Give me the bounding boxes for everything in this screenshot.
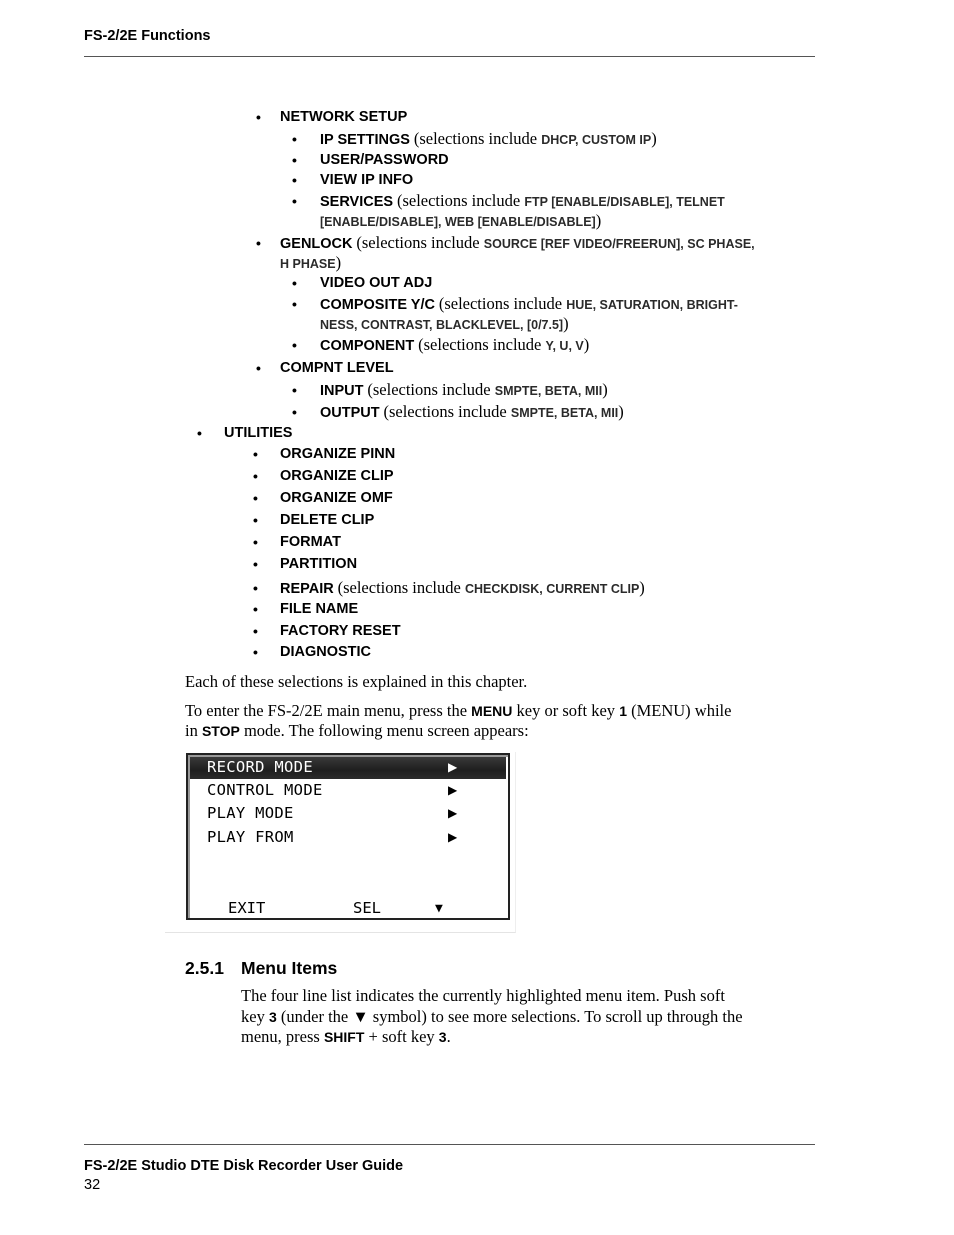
bullet: • <box>253 446 258 462</box>
bullet: • <box>292 382 297 398</box>
lcd-arrow-right-icon: ▶ <box>448 760 458 774</box>
list-item-input: INPUT (selections include SMPTE, BETA, MII) <box>320 380 608 399</box>
lcd-menu-item-play-from[interactable]: PLAY FROM <box>207 828 294 846</box>
intro-paragraph-2-line-2: in STOP mode. The following menu screen appears: <box>185 721 529 740</box>
intro-paragraph-1: Each of these selections is explained in this chapter. <box>185 672 528 691</box>
list-item-network-setup: NETWORK SETUP <box>280 109 408 125</box>
page-number: 32 <box>84 1177 101 1193</box>
bullet: • <box>292 296 297 312</box>
list-item-output: OUTPUT (selections include SMPTE, BETA, MII) <box>320 402 624 421</box>
header-title: FS-2/2E Functions <box>84 28 211 44</box>
bullet: • <box>253 601 258 617</box>
section-paragraph-line-3: menu, press SHIFT + soft key 3. <box>241 1027 451 1046</box>
header-rule <box>84 56 815 57</box>
bullet: • <box>292 131 297 147</box>
bullet: • <box>253 556 258 572</box>
list-item-delete-clip: DELETE CLIP <box>280 512 375 528</box>
bullet: • <box>256 109 261 125</box>
bullet: • <box>292 337 297 353</box>
list-item-services: SERVICES (selections include FTP [ENABLE/DISABLE], TELNET <box>320 191 725 210</box>
bullet: • <box>256 235 261 251</box>
bullet: • <box>197 425 202 441</box>
lcd-arrow-right-icon: ▶ <box>448 806 458 820</box>
list-item-genlock-cont: H PHASE) <box>280 253 342 272</box>
list-item-user-password: USER/PASSWORD <box>320 152 449 168</box>
intro-paragraph-2-line-1: To enter the FS-2/2E main menu, press the MENU key or soft key 1 (MENU) while <box>185 701 732 720</box>
lcd-menu-item-play-mode[interactable]: PLAY MODE <box>207 804 294 822</box>
list-item-organize-omf: ORGANIZE OMF <box>280 490 393 506</box>
list-item-view-ip-info: VIEW IP INFO <box>320 172 414 188</box>
bullet: • <box>253 623 258 639</box>
bullet: • <box>253 512 258 528</box>
list-item-file-name: FILE NAME <box>280 601 359 617</box>
list-item-services-cont: [ENABLE/DISABLE], WEB [ENABLE/DISABLE]) <box>320 211 602 230</box>
bullet: • <box>292 172 297 188</box>
list-item-organize-clip: ORGANIZE CLIP <box>280 468 394 484</box>
lcd-arrow-right-icon: ▶ <box>448 830 458 844</box>
list-item-ip-settings: IP SETTINGS (selections include DHCP, CUSTOM IP) <box>320 129 657 148</box>
list-item-composite: COMPOSITE Y/C (selections include HUE, SATURATION, BRIGHT- <box>320 294 738 313</box>
bullet: • <box>253 490 258 506</box>
section-heading: 2.5.1 Menu Items <box>185 958 338 978</box>
list-item-diagnostic: DIAGNOSTIC <box>280 644 372 660</box>
bullet: • <box>253 580 258 596</box>
footer-title: FS-2/2E Studio DTE Disk Recorder User Guide <box>84 1158 404 1174</box>
bullet: • <box>256 360 261 376</box>
footer-rule <box>84 1144 815 1145</box>
lcd-arrow-right-icon: ▶ <box>448 783 458 797</box>
list-item-utilities: UTILITIES <box>224 425 293 441</box>
list-item-genlock: GENLOCK (selections include SOURCE [REF VIDEO/FREERUN], SC PHASE, <box>280 233 755 252</box>
bullet: • <box>253 534 258 550</box>
list-item-repair: REPAIR (selections include CHECKDISK, CURRENT CLIP) <box>280 578 645 597</box>
list-item-factory-reset: FACTORY RESET <box>280 623 401 639</box>
list-item-partition: PARTITION <box>280 556 358 572</box>
list-item-compnt-level: COMPNT LEVEL <box>280 360 394 376</box>
bullet: • <box>292 404 297 420</box>
bullet: • <box>292 193 297 209</box>
section-paragraph-line-2: key 3 (under the ▼ symbol) to see more selections. To scroll up through the <box>241 1007 743 1026</box>
bullet: • <box>292 275 297 291</box>
bullet: • <box>253 644 258 660</box>
bullet: • <box>292 152 297 168</box>
list-item-format: FORMAT <box>280 534 341 550</box>
list-item-composite-cont: NESS, CONTRAST, BLACKLEVEL, [0/7.5]) <box>320 314 569 333</box>
bullet: • <box>253 468 258 484</box>
section-paragraph-line-1: The four line list indicates the currently highlighted menu item. Push soft <box>241 986 725 1005</box>
lcd-menu-item-control-mode[interactable]: CONTROL MODE <box>207 781 323 799</box>
list-item-video-out-adj: VIDEO OUT ADJ <box>320 275 433 291</box>
lcd-menu-item-record-mode[interactable]: RECORD MODE <box>207 758 313 776</box>
lcd-softkey-sel[interactable]: SEL <box>353 899 381 917</box>
list-item-component: COMPONENT (selections include Y, U, V) <box>320 335 590 354</box>
list-item-organize-pinn: ORGANIZE PINN <box>280 446 396 462</box>
lcd-softkey-down-icon[interactable]: ▼ <box>435 901 443 916</box>
lcd-softkey-exit[interactable]: EXIT <box>228 899 266 917</box>
lcd-menu-screen <box>186 753 510 920</box>
